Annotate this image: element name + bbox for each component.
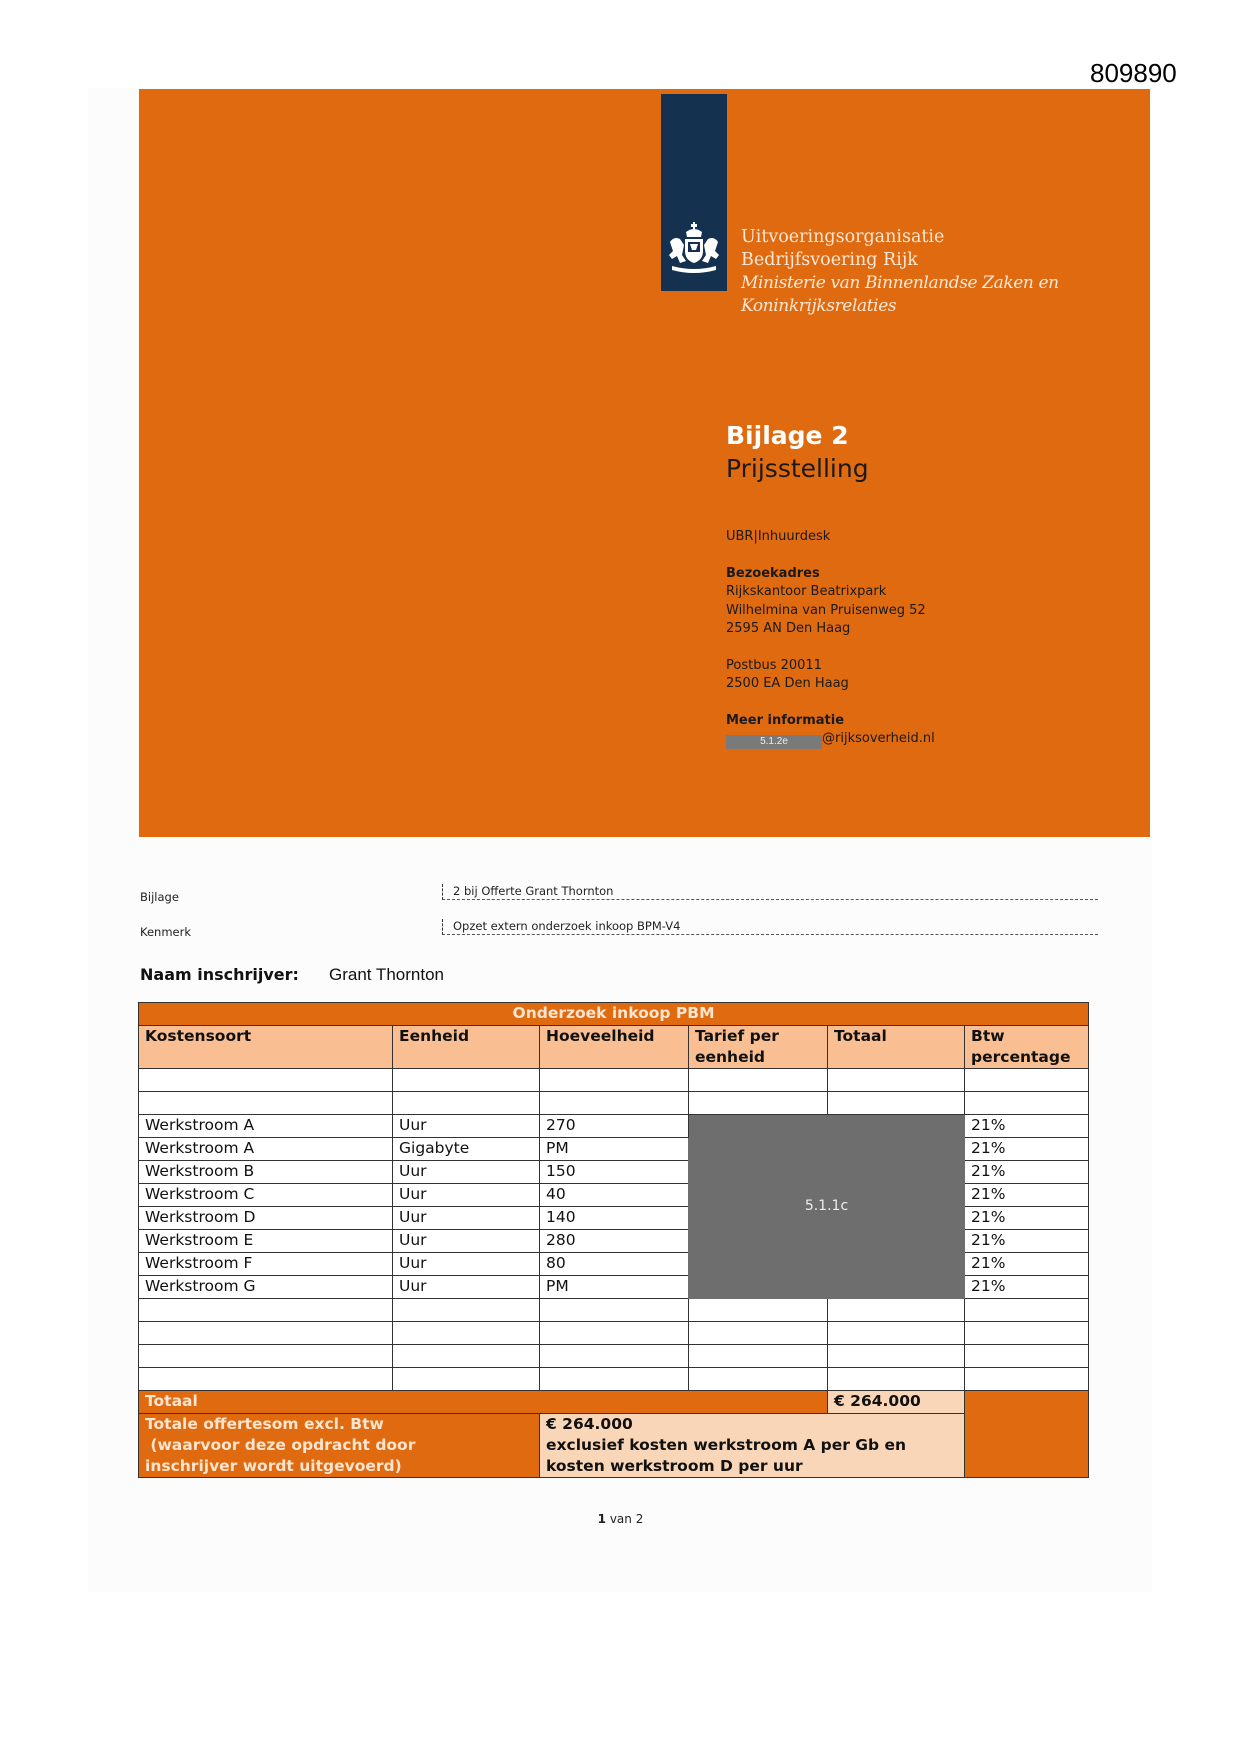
page-number: 1 van 2 <box>597 1512 644 1526</box>
redacted-price-block: 5.1.1c <box>689 1115 965 1299</box>
table-title: Onderzoek inkoop PBM <box>139 1003 1089 1026</box>
table-title-row <box>139 1003 1089 1026</box>
organisation-name: Uitvoeringsorganisatie Bedrijfsvoering Rijk Ministerie van Binnenlandse Zaken en Koninkrijksrelaties <box>741 227 1059 316</box>
offer-total-label: Totale offertesom excl. Btw (waarvoor deze opdracht door inschrijver wordt uitgevoerd) <box>139 1414 540 1478</box>
table-row: Werkstroom A Uur 270 5.1.1c 21% <box>139 1115 1089 1138</box>
offer-total-value: € 264.000 exclusief kosten werkstroom A per Gb en kosten werkstroom D per uur <box>540 1414 965 1478</box>
total-row <box>139 1391 1089 1414</box>
email-line <box>726 730 935 749</box>
table-row: Werkstroom C Uur 40 21% <box>139 1184 1089 1207</box>
col-header-eenheid: Eenheid <box>393 1026 540 1069</box>
kenmerk-field: Opzet extern onderzoek inkoop BPM-V4 <box>442 919 1098 935</box>
table-row-empty <box>139 1092 1089 1115</box>
document-subtitle: Prijsstelling <box>726 454 869 483</box>
col-header-totaal: Totaal <box>828 1026 965 1069</box>
info-heading: Meer informatie <box>726 712 845 728</box>
col-header-kostensoort: Kostensoort <box>139 1026 393 1069</box>
table-row: Werkstroom F Uur 80 21% <box>139 1253 1089 1276</box>
table-row: Werkstroom G Uur PM 21% <box>139 1276 1089 1299</box>
total-value: € 264.000 <box>828 1391 965 1414</box>
table-row-empty <box>139 1368 1089 1391</box>
redaction-box: 5.1.2e <box>726 735 822 749</box>
email-domain: @rijksoverheid.nl <box>822 731 935 746</box>
table-row-empty <box>139 1069 1089 1092</box>
royal-crest-icon <box>664 222 724 278</box>
table-row: Werkstroom A Gigabyte PM 21% <box>139 1138 1089 1161</box>
col-header-tarief: Tarief per eenheid <box>689 1026 828 1069</box>
table-row-empty <box>139 1345 1089 1368</box>
kenmerk-label: Kenmerk <box>140 925 191 939</box>
document-id: 809890 <box>1090 58 1177 88</box>
table-row: Werkstroom B Uur 150 21% <box>139 1161 1089 1184</box>
table-row: Werkstroom D Uur 140 21% <box>139 1207 1089 1230</box>
col-header-hoeveelheid: Hoeveelheid <box>540 1026 689 1069</box>
department: UBR|Inhuurdesk <box>726 529 831 544</box>
document-title: Bijlage 2 <box>726 421 849 450</box>
price-table <box>138 1002 1089 1478</box>
total-label: Totaal <box>139 1391 828 1414</box>
bijlage-field: 2 bij Offerte Grant Thornton <box>442 884 1098 900</box>
col-header-btw: Btw percentage <box>965 1026 1089 1069</box>
contact-block: UBR|Inhuurdesk Bezoekadres Rijkskantoor Beatrixpark Wilhelmina van Pruisenweg 52 2595 AN Den Haag Postbus 20011 2500 EA Den Haag Meer informatie 5.1.2e @rijksoverheid.nl <box>726 529 935 747</box>
table-header-row <box>139 1026 1089 1069</box>
visit-heading: Bezoekadres <box>726 565 820 581</box>
table-row-empty <box>139 1299 1089 1322</box>
document-title-block <box>726 420 869 486</box>
bidder-label: Naam inschrijver: <box>140 965 299 984</box>
table-row: Werkstroom E Uur 280 21% <box>139 1230 1089 1253</box>
offer-total-row <box>139 1414 1089 1478</box>
cover-panel <box>139 89 1150 837</box>
bijlage-label: Bijlage <box>140 890 179 904</box>
bidder-name: Grant Thornton <box>329 965 444 984</box>
table-row-empty <box>139 1322 1089 1345</box>
